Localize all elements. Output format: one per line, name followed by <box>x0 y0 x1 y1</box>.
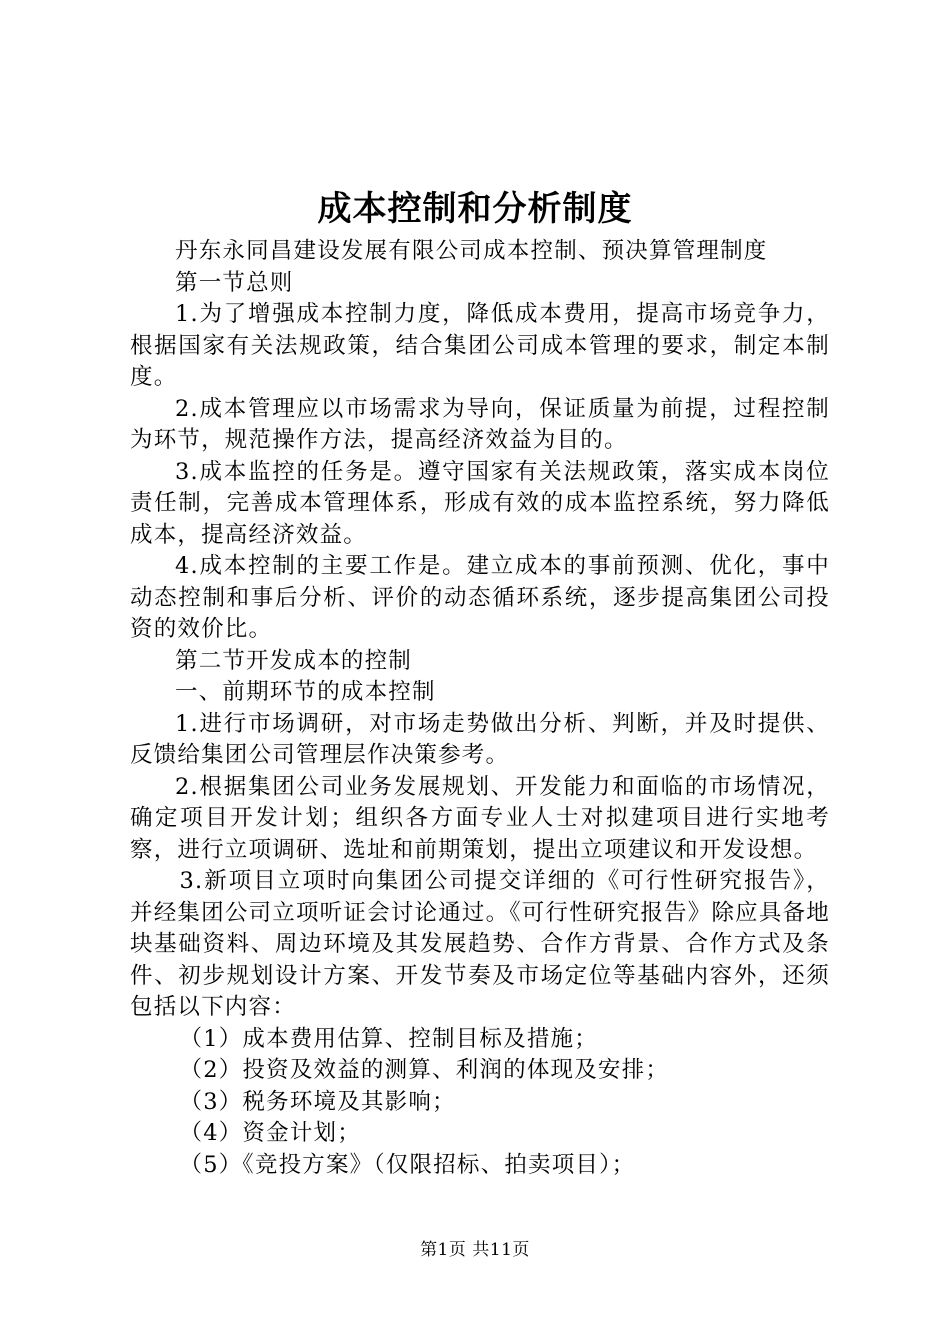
list-item: （4）资金计划； <box>179 1120 361 1146</box>
body-paragraph: 1.进行市场调研，对市场走势做出分析、判断，并及时提供、反馈给集团公司管理层作决策参考。 <box>130 710 830 768</box>
body-paragraph: 3.成本监控的任务是。遵守国家有关法规政策，落实成本岗位责任制，完善成本管理体系，形成有效的成本监控系统，努力降低成本，提高经济效益。 <box>130 458 830 548</box>
body-paragraph: 1.为了增强成本控制力度，降低成本费用，提高市场竞争力，根据国家有关法规政策，结合集团公司成本管理的要求，制定本制度。 <box>130 301 830 390</box>
body-paragraph: 2.根据集团公司业务发展规划、开发能力和面临的市场情况，确定项目开发计划；组织各方面专业人士对拟建项目进行实地考察，进行立项调研、选址和前期策划，提出立项建议和开发设想。 <box>130 773 830 863</box>
body-paragraph: 2.成本管理应以市场需求为导向，保证质量为前提，过程控制为环节，规范操作方法，提高经济效益为目的。 <box>130 395 830 453</box>
list-item: （1）成本费用估算、控制目标及措施； <box>179 1025 598 1052</box>
document-title: 成本控制和分析制度 <box>317 189 633 229</box>
page-footer: 第1页 共11页 <box>420 1240 530 1260</box>
subtitle-paragraph: 丹东永同昌建设发展有限公司成本控制、预决算管理制度 <box>175 238 768 264</box>
list-item: （2）投资及效益的测算、利润的体现及安排； <box>179 1057 670 1083</box>
body-paragraph: 4.成本控制的主要工作是。建立成本的事前预测、优化，事中动态控制和事后分析、评价的动态循环系统，逐步提高集团公司投资的效价比。 <box>130 553 830 642</box>
document-body <box>130 236 830 1181</box>
section-heading: 第一节总则 <box>175 269 294 296</box>
list-item: （3）税务环境及其影响； <box>179 1088 456 1115</box>
section-heading: 第二节开发成本的控制 <box>175 647 413 674</box>
body-paragraph: 3.新项目立项时向集团公司提交详细的《可行性研究报告》，并经集团公司立项听证会讨论通过。《可行性研究报告》除应具备地块基础资料、周边环境及其发展趋势、合作方背景、合作方式及条件、初步规划设计方案、开发节奏及市场定位等基础内容外，还须包括以下内容： <box>130 868 830 1020</box>
list-item: （5）《竞投方案》（仅限招标、拍卖项目）； <box>179 1151 636 1178</box>
subsection-heading: 一、前期环节的成本控制 <box>175 679 436 705</box>
